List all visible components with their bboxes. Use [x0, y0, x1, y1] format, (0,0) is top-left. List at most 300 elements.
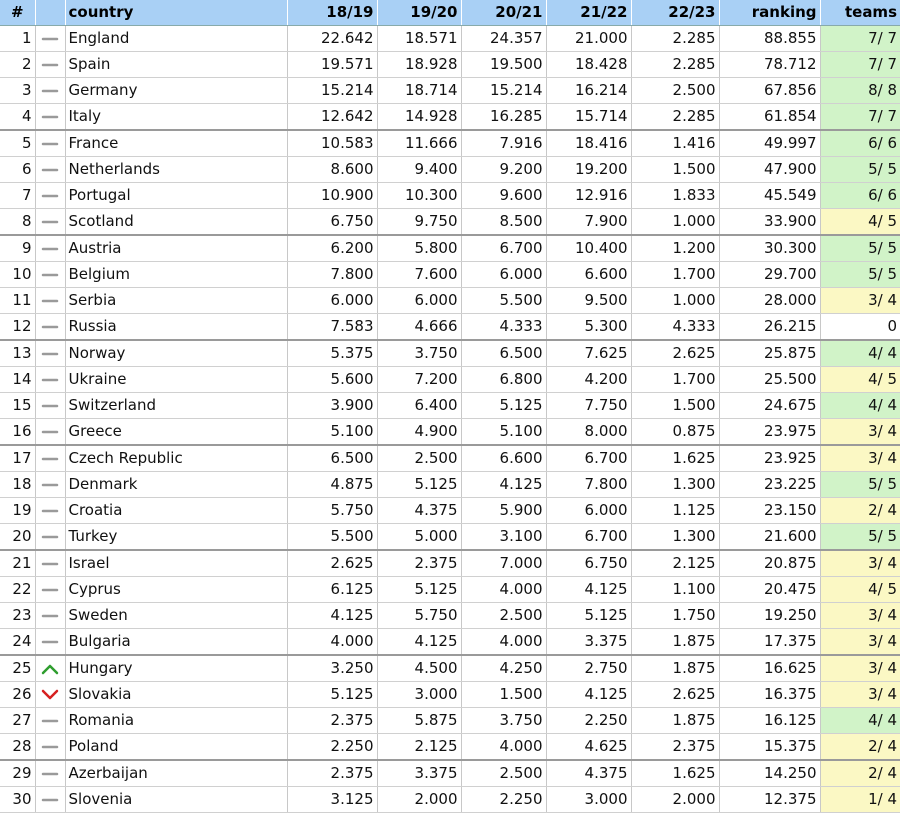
season-18-19-cell: 2.250	[287, 734, 377, 761]
rank-cell: 4	[0, 104, 35, 131]
table-row	[0, 367, 900, 393]
teams-cell: 3/ 4	[820, 603, 900, 629]
header-country[interactable]: country	[65, 0, 287, 26]
season-22-23-cell: 1.125	[631, 498, 719, 524]
trend-cell	[35, 682, 65, 708]
season-22-23-cell: 1.833	[631, 183, 719, 209]
teams-cell: 5/ 5	[820, 472, 900, 498]
ranking-cell: 61.854	[719, 104, 820, 131]
trend-cell	[35, 78, 65, 104]
ranking-cell: 49.997	[719, 130, 820, 157]
country-cell: Azerbaijan	[65, 760, 287, 787]
rank-cell: 6	[0, 157, 35, 183]
season-20-21-cell: 8.500	[461, 209, 546, 236]
rank-cell: 10	[0, 262, 35, 288]
season-22-23-cell: 1.700	[631, 367, 719, 393]
table-row	[0, 419, 900, 446]
season-19-20-cell: 2.375	[377, 550, 461, 577]
table-row	[0, 393, 900, 419]
ranking-cell: 20.875	[719, 550, 820, 577]
rank-cell: 9	[0, 235, 35, 262]
season-19-20-cell: 3.375	[377, 760, 461, 787]
ranking-cell: 15.375	[719, 734, 820, 761]
ranking-cell: 25.500	[719, 367, 820, 393]
trend-cell	[35, 367, 65, 393]
season-22-23-cell: 1.416	[631, 130, 719, 157]
season-21-22-cell: 7.900	[546, 209, 631, 236]
trend-same-icon	[40, 583, 60, 597]
trend-same-icon	[40, 635, 60, 649]
season-18-19-cell: 6.200	[287, 235, 377, 262]
country-cell: England	[65, 26, 287, 52]
rank-cell: 1	[0, 26, 35, 52]
season-21-22-cell: 5.125	[546, 603, 631, 629]
header-season-21-22[interactable]: 21/22	[546, 0, 631, 26]
season-20-21-cell: 4.000	[461, 629, 546, 656]
header-season-22-23[interactable]: 22/23	[631, 0, 719, 26]
rank-cell: 2	[0, 52, 35, 78]
season-22-23-cell: 1.100	[631, 577, 719, 603]
header-trend	[35, 0, 65, 26]
teams-cell: 4/ 5	[820, 577, 900, 603]
teams-cell: 3/ 4	[820, 445, 900, 472]
trend-up-icon	[40, 662, 60, 676]
season-18-19-cell: 5.500	[287, 524, 377, 551]
country-cell: France	[65, 130, 287, 157]
ranking-cell: 12.375	[719, 787, 820, 813]
rank-cell: 20	[0, 524, 35, 551]
trend-cell	[35, 340, 65, 367]
season-21-22-cell: 6.750	[546, 550, 631, 577]
country-cell: Austria	[65, 235, 287, 262]
rank-cell: 16	[0, 419, 35, 446]
ranking-cell: 23.925	[719, 445, 820, 472]
season-19-20-cell: 18.714	[377, 78, 461, 104]
season-19-20-cell: 9.750	[377, 209, 461, 236]
teams-cell: 4/ 5	[820, 209, 900, 236]
trend-same-icon	[40, 767, 60, 781]
teams-cell: 7/ 7	[820, 26, 900, 52]
header-season-20-21[interactable]: 20/21	[461, 0, 546, 26]
trend-cell	[35, 235, 65, 262]
rank-cell: 19	[0, 498, 35, 524]
table-row	[0, 760, 900, 787]
season-19-20-cell: 10.300	[377, 183, 461, 209]
table-row	[0, 104, 900, 131]
teams-cell: 2/ 4	[820, 760, 900, 787]
rank-cell: 7	[0, 183, 35, 209]
season-22-23-cell: 2.000	[631, 787, 719, 813]
season-18-19-cell: 4.000	[287, 629, 377, 656]
season-18-19-cell: 6.750	[287, 209, 377, 236]
season-22-23-cell: 1.750	[631, 603, 719, 629]
season-19-20-cell: 4.900	[377, 419, 461, 446]
table-row	[0, 445, 900, 472]
ranking-cell: 19.250	[719, 603, 820, 629]
teams-cell: 5/ 5	[820, 524, 900, 551]
trend-same-icon	[40, 32, 60, 46]
teams-cell: 6/ 6	[820, 130, 900, 157]
country-cell: Switzerland	[65, 393, 287, 419]
season-18-19-cell: 4.875	[287, 472, 377, 498]
teams-cell: 5/ 5	[820, 262, 900, 288]
season-19-20-cell: 5.750	[377, 603, 461, 629]
season-19-20-cell: 4.500	[377, 655, 461, 682]
season-22-23-cell: 1.300	[631, 524, 719, 551]
table-row	[0, 708, 900, 734]
ranking-cell: 30.300	[719, 235, 820, 262]
season-22-23-cell: 2.500	[631, 78, 719, 104]
trend-cell	[35, 550, 65, 577]
season-21-22-cell: 4.125	[546, 682, 631, 708]
season-20-21-cell: 4.000	[461, 577, 546, 603]
ranking-cell: 88.855	[719, 26, 820, 52]
country-cell: Italy	[65, 104, 287, 131]
season-18-19-cell: 5.375	[287, 340, 377, 367]
ranking-cell: 23.225	[719, 472, 820, 498]
season-20-21-cell: 5.500	[461, 288, 546, 314]
season-19-20-cell: 5.000	[377, 524, 461, 551]
table-row	[0, 682, 900, 708]
trend-cell	[35, 445, 65, 472]
table-row	[0, 78, 900, 104]
country-cell: Greece	[65, 419, 287, 446]
trend-cell	[35, 157, 65, 183]
season-20-21-cell: 2.500	[461, 603, 546, 629]
table-row	[0, 629, 900, 656]
season-20-21-cell: 24.357	[461, 26, 546, 52]
table-row	[0, 52, 900, 78]
teams-cell: 5/ 5	[820, 235, 900, 262]
season-19-20-cell: 2.125	[377, 734, 461, 761]
season-19-20-cell: 3.000	[377, 682, 461, 708]
trend-cell	[35, 419, 65, 446]
season-22-23-cell: 1.300	[631, 472, 719, 498]
season-21-22-cell: 10.400	[546, 235, 631, 262]
ranking-cell: 67.856	[719, 78, 820, 104]
trend-cell	[35, 760, 65, 787]
trend-cell	[35, 787, 65, 813]
season-22-23-cell: 2.285	[631, 26, 719, 52]
season-22-23-cell: 1.000	[631, 209, 719, 236]
trend-cell	[35, 393, 65, 419]
rank-cell: 24	[0, 629, 35, 656]
rank-cell: 18	[0, 472, 35, 498]
trend-cell	[35, 524, 65, 551]
season-22-23-cell: 1.500	[631, 393, 719, 419]
season-20-21-cell: 6.500	[461, 340, 546, 367]
country-cell: Sweden	[65, 603, 287, 629]
teams-cell: 4/ 4	[820, 340, 900, 367]
teams-cell: 3/ 4	[820, 550, 900, 577]
season-20-21-cell: 5.125	[461, 393, 546, 419]
rank-cell: 26	[0, 682, 35, 708]
rank-cell: 22	[0, 577, 35, 603]
ranking-cell: 29.700	[719, 262, 820, 288]
season-22-23-cell: 1.875	[631, 708, 719, 734]
trend-cell	[35, 26, 65, 52]
season-22-23-cell: 4.333	[631, 314, 719, 341]
header-teams[interactable]: teams	[820, 0, 900, 26]
trend-same-icon	[40, 294, 60, 308]
trend-cell	[35, 104, 65, 131]
season-21-22-cell: 4.125	[546, 577, 631, 603]
trend-same-icon	[40, 740, 60, 754]
trend-cell	[35, 603, 65, 629]
season-18-19-cell: 22.642	[287, 26, 377, 52]
table-row	[0, 157, 900, 183]
season-20-21-cell: 4.333	[461, 314, 546, 341]
rank-cell: 12	[0, 314, 35, 341]
country-cell: Poland	[65, 734, 287, 761]
trend-same-icon	[40, 58, 60, 72]
season-18-19-cell: 5.600	[287, 367, 377, 393]
trend-same-icon	[40, 425, 60, 439]
trend-same-icon	[40, 478, 60, 492]
season-18-19-cell: 7.800	[287, 262, 377, 288]
season-21-22-cell: 5.300	[546, 314, 631, 341]
season-18-19-cell: 15.214	[287, 78, 377, 104]
season-22-23-cell: 2.625	[631, 340, 719, 367]
season-18-19-cell: 2.375	[287, 708, 377, 734]
ranking-cell: 24.675	[719, 393, 820, 419]
table-row	[0, 26, 900, 52]
season-20-21-cell: 3.100	[461, 524, 546, 551]
country-cell: Bulgaria	[65, 629, 287, 656]
season-21-22-cell: 18.416	[546, 130, 631, 157]
table-row	[0, 603, 900, 629]
season-19-20-cell: 5.875	[377, 708, 461, 734]
season-20-21-cell: 5.100	[461, 419, 546, 446]
table-row	[0, 288, 900, 314]
trend-cell	[35, 288, 65, 314]
ranking-cell: 20.475	[719, 577, 820, 603]
teams-cell: 2/ 4	[820, 734, 900, 761]
ranking-cell: 26.215	[719, 314, 820, 341]
season-18-19-cell: 10.583	[287, 130, 377, 157]
table-row	[0, 498, 900, 524]
country-cell: Czech Republic	[65, 445, 287, 472]
trend-same-icon	[40, 268, 60, 282]
country-cell: Cyprus	[65, 577, 287, 603]
season-21-22-cell: 9.500	[546, 288, 631, 314]
trend-same-icon	[40, 242, 60, 256]
teams-cell: 7/ 7	[820, 52, 900, 78]
season-21-22-cell: 3.000	[546, 787, 631, 813]
season-20-21-cell: 6.800	[461, 367, 546, 393]
season-18-19-cell: 6.000	[287, 288, 377, 314]
ranking-cell: 45.549	[719, 183, 820, 209]
ranking-cell: 16.375	[719, 682, 820, 708]
season-18-19-cell: 12.642	[287, 104, 377, 131]
season-20-21-cell: 5.900	[461, 498, 546, 524]
rank-cell: 5	[0, 130, 35, 157]
country-cell: Russia	[65, 314, 287, 341]
rank-cell: 15	[0, 393, 35, 419]
ranking-cell: 16.625	[719, 655, 820, 682]
ranking-cell: 14.250	[719, 760, 820, 787]
trend-cell	[35, 472, 65, 498]
trend-same-icon	[40, 189, 60, 203]
table-row	[0, 472, 900, 498]
teams-cell: 3/ 4	[820, 419, 900, 446]
trend-cell	[35, 708, 65, 734]
season-22-23-cell: 1.625	[631, 445, 719, 472]
season-18-19-cell: 4.125	[287, 603, 377, 629]
rank-cell: 11	[0, 288, 35, 314]
season-20-21-cell: 7.916	[461, 130, 546, 157]
teams-cell: 3/ 4	[820, 288, 900, 314]
table-row	[0, 262, 900, 288]
country-cell: Spain	[65, 52, 287, 78]
table-row	[0, 314, 900, 341]
season-19-20-cell: 18.571	[377, 26, 461, 52]
country-cell: Serbia	[65, 288, 287, 314]
table-row	[0, 235, 900, 262]
country-cell: Scotland	[65, 209, 287, 236]
season-22-23-cell: 1.875	[631, 655, 719, 682]
season-19-20-cell: 2.500	[377, 445, 461, 472]
ranking-cell: 17.375	[719, 629, 820, 656]
trend-cell	[35, 130, 65, 157]
season-18-19-cell: 10.900	[287, 183, 377, 209]
season-19-20-cell: 3.750	[377, 340, 461, 367]
trend-same-icon	[40, 163, 60, 177]
header-season-18-19[interactable]: 18/19	[287, 0, 377, 26]
season-20-21-cell: 2.250	[461, 787, 546, 813]
trend-cell	[35, 262, 65, 288]
season-19-20-cell: 9.400	[377, 157, 461, 183]
trend-same-icon	[40, 530, 60, 544]
season-21-22-cell: 6.700	[546, 445, 631, 472]
rank-cell: 3	[0, 78, 35, 104]
season-21-22-cell: 8.000	[546, 419, 631, 446]
season-18-19-cell: 6.500	[287, 445, 377, 472]
teams-cell: 5/ 5	[820, 157, 900, 183]
season-22-23-cell: 1.700	[631, 262, 719, 288]
rank-cell: 13	[0, 340, 35, 367]
rank-cell: 25	[0, 655, 35, 682]
trend-same-icon	[40, 110, 60, 124]
season-18-19-cell: 3.125	[287, 787, 377, 813]
season-22-23-cell: 2.375	[631, 734, 719, 761]
season-21-22-cell: 12.916	[546, 183, 631, 209]
season-21-22-cell: 21.000	[546, 26, 631, 52]
season-20-21-cell: 4.000	[461, 734, 546, 761]
rank-cell: 17	[0, 445, 35, 472]
season-20-21-cell: 6.700	[461, 235, 546, 262]
ranking-cell: 28.000	[719, 288, 820, 314]
table-row	[0, 209, 900, 236]
season-21-22-cell: 16.214	[546, 78, 631, 104]
rank-cell: 14	[0, 367, 35, 393]
season-18-19-cell: 5.125	[287, 682, 377, 708]
table-row	[0, 655, 900, 682]
season-20-21-cell: 6.600	[461, 445, 546, 472]
trend-cell	[35, 183, 65, 209]
teams-cell: 3/ 4	[820, 682, 900, 708]
season-19-20-cell: 5.125	[377, 577, 461, 603]
ranking-cell: 16.125	[719, 708, 820, 734]
ranking-cell: 23.975	[719, 419, 820, 446]
season-20-21-cell: 2.500	[461, 760, 546, 787]
trend-cell	[35, 498, 65, 524]
country-cell: Ukraine	[65, 367, 287, 393]
trend-cell	[35, 314, 65, 341]
country-cell: Netherlands	[65, 157, 287, 183]
header-ranking[interactable]: ranking	[719, 0, 820, 26]
season-19-20-cell: 7.600	[377, 262, 461, 288]
trend-same-icon	[40, 215, 60, 229]
teams-cell: 8/ 8	[820, 78, 900, 104]
trend-same-icon	[40, 84, 60, 98]
header-season-19-20[interactable]: 19/20	[377, 0, 461, 26]
table-row	[0, 524, 900, 551]
country-cell: Turkey	[65, 524, 287, 551]
table-body	[0, 26, 900, 813]
country-cell: Germany	[65, 78, 287, 104]
table-row	[0, 183, 900, 209]
country-cell: Slovenia	[65, 787, 287, 813]
ranking-cell: 47.900	[719, 157, 820, 183]
season-19-20-cell: 7.200	[377, 367, 461, 393]
season-22-23-cell: 1.625	[631, 760, 719, 787]
season-22-23-cell: 2.625	[631, 682, 719, 708]
ranking-cell: 33.900	[719, 209, 820, 236]
season-19-20-cell: 2.000	[377, 787, 461, 813]
season-20-21-cell: 9.600	[461, 183, 546, 209]
rank-cell: 29	[0, 760, 35, 787]
season-22-23-cell: 2.285	[631, 104, 719, 131]
season-21-22-cell: 15.714	[546, 104, 631, 131]
season-21-22-cell: 7.625	[546, 340, 631, 367]
season-19-20-cell: 5.125	[377, 472, 461, 498]
country-cell: Denmark	[65, 472, 287, 498]
rank-cell: 21	[0, 550, 35, 577]
trend-cell	[35, 52, 65, 78]
teams-cell: 6/ 6	[820, 183, 900, 209]
table-row	[0, 577, 900, 603]
season-18-19-cell: 5.100	[287, 419, 377, 446]
table-row	[0, 340, 900, 367]
teams-cell: 4/ 4	[820, 708, 900, 734]
country-cell: Croatia	[65, 498, 287, 524]
season-20-21-cell: 15.214	[461, 78, 546, 104]
season-21-22-cell: 18.428	[546, 52, 631, 78]
season-21-22-cell: 6.000	[546, 498, 631, 524]
trend-same-icon	[40, 137, 60, 151]
trend-same-icon	[40, 452, 60, 466]
ranking-cell: 23.150	[719, 498, 820, 524]
season-22-23-cell: 2.285	[631, 52, 719, 78]
country-cell: Portugal	[65, 183, 287, 209]
season-21-22-cell: 4.375	[546, 760, 631, 787]
season-19-20-cell: 4.125	[377, 629, 461, 656]
trend-same-icon	[40, 347, 60, 361]
season-21-22-cell: 7.800	[546, 472, 631, 498]
season-18-19-cell: 2.625	[287, 550, 377, 577]
table-row	[0, 550, 900, 577]
season-22-23-cell: 1.000	[631, 288, 719, 314]
table-row	[0, 130, 900, 157]
season-18-19-cell: 6.125	[287, 577, 377, 603]
season-20-21-cell: 1.500	[461, 682, 546, 708]
header-rank[interactable]: #	[0, 0, 35, 26]
rank-cell: 8	[0, 209, 35, 236]
season-22-23-cell: 1.500	[631, 157, 719, 183]
country-cell: Norway	[65, 340, 287, 367]
trend-cell	[35, 629, 65, 656]
